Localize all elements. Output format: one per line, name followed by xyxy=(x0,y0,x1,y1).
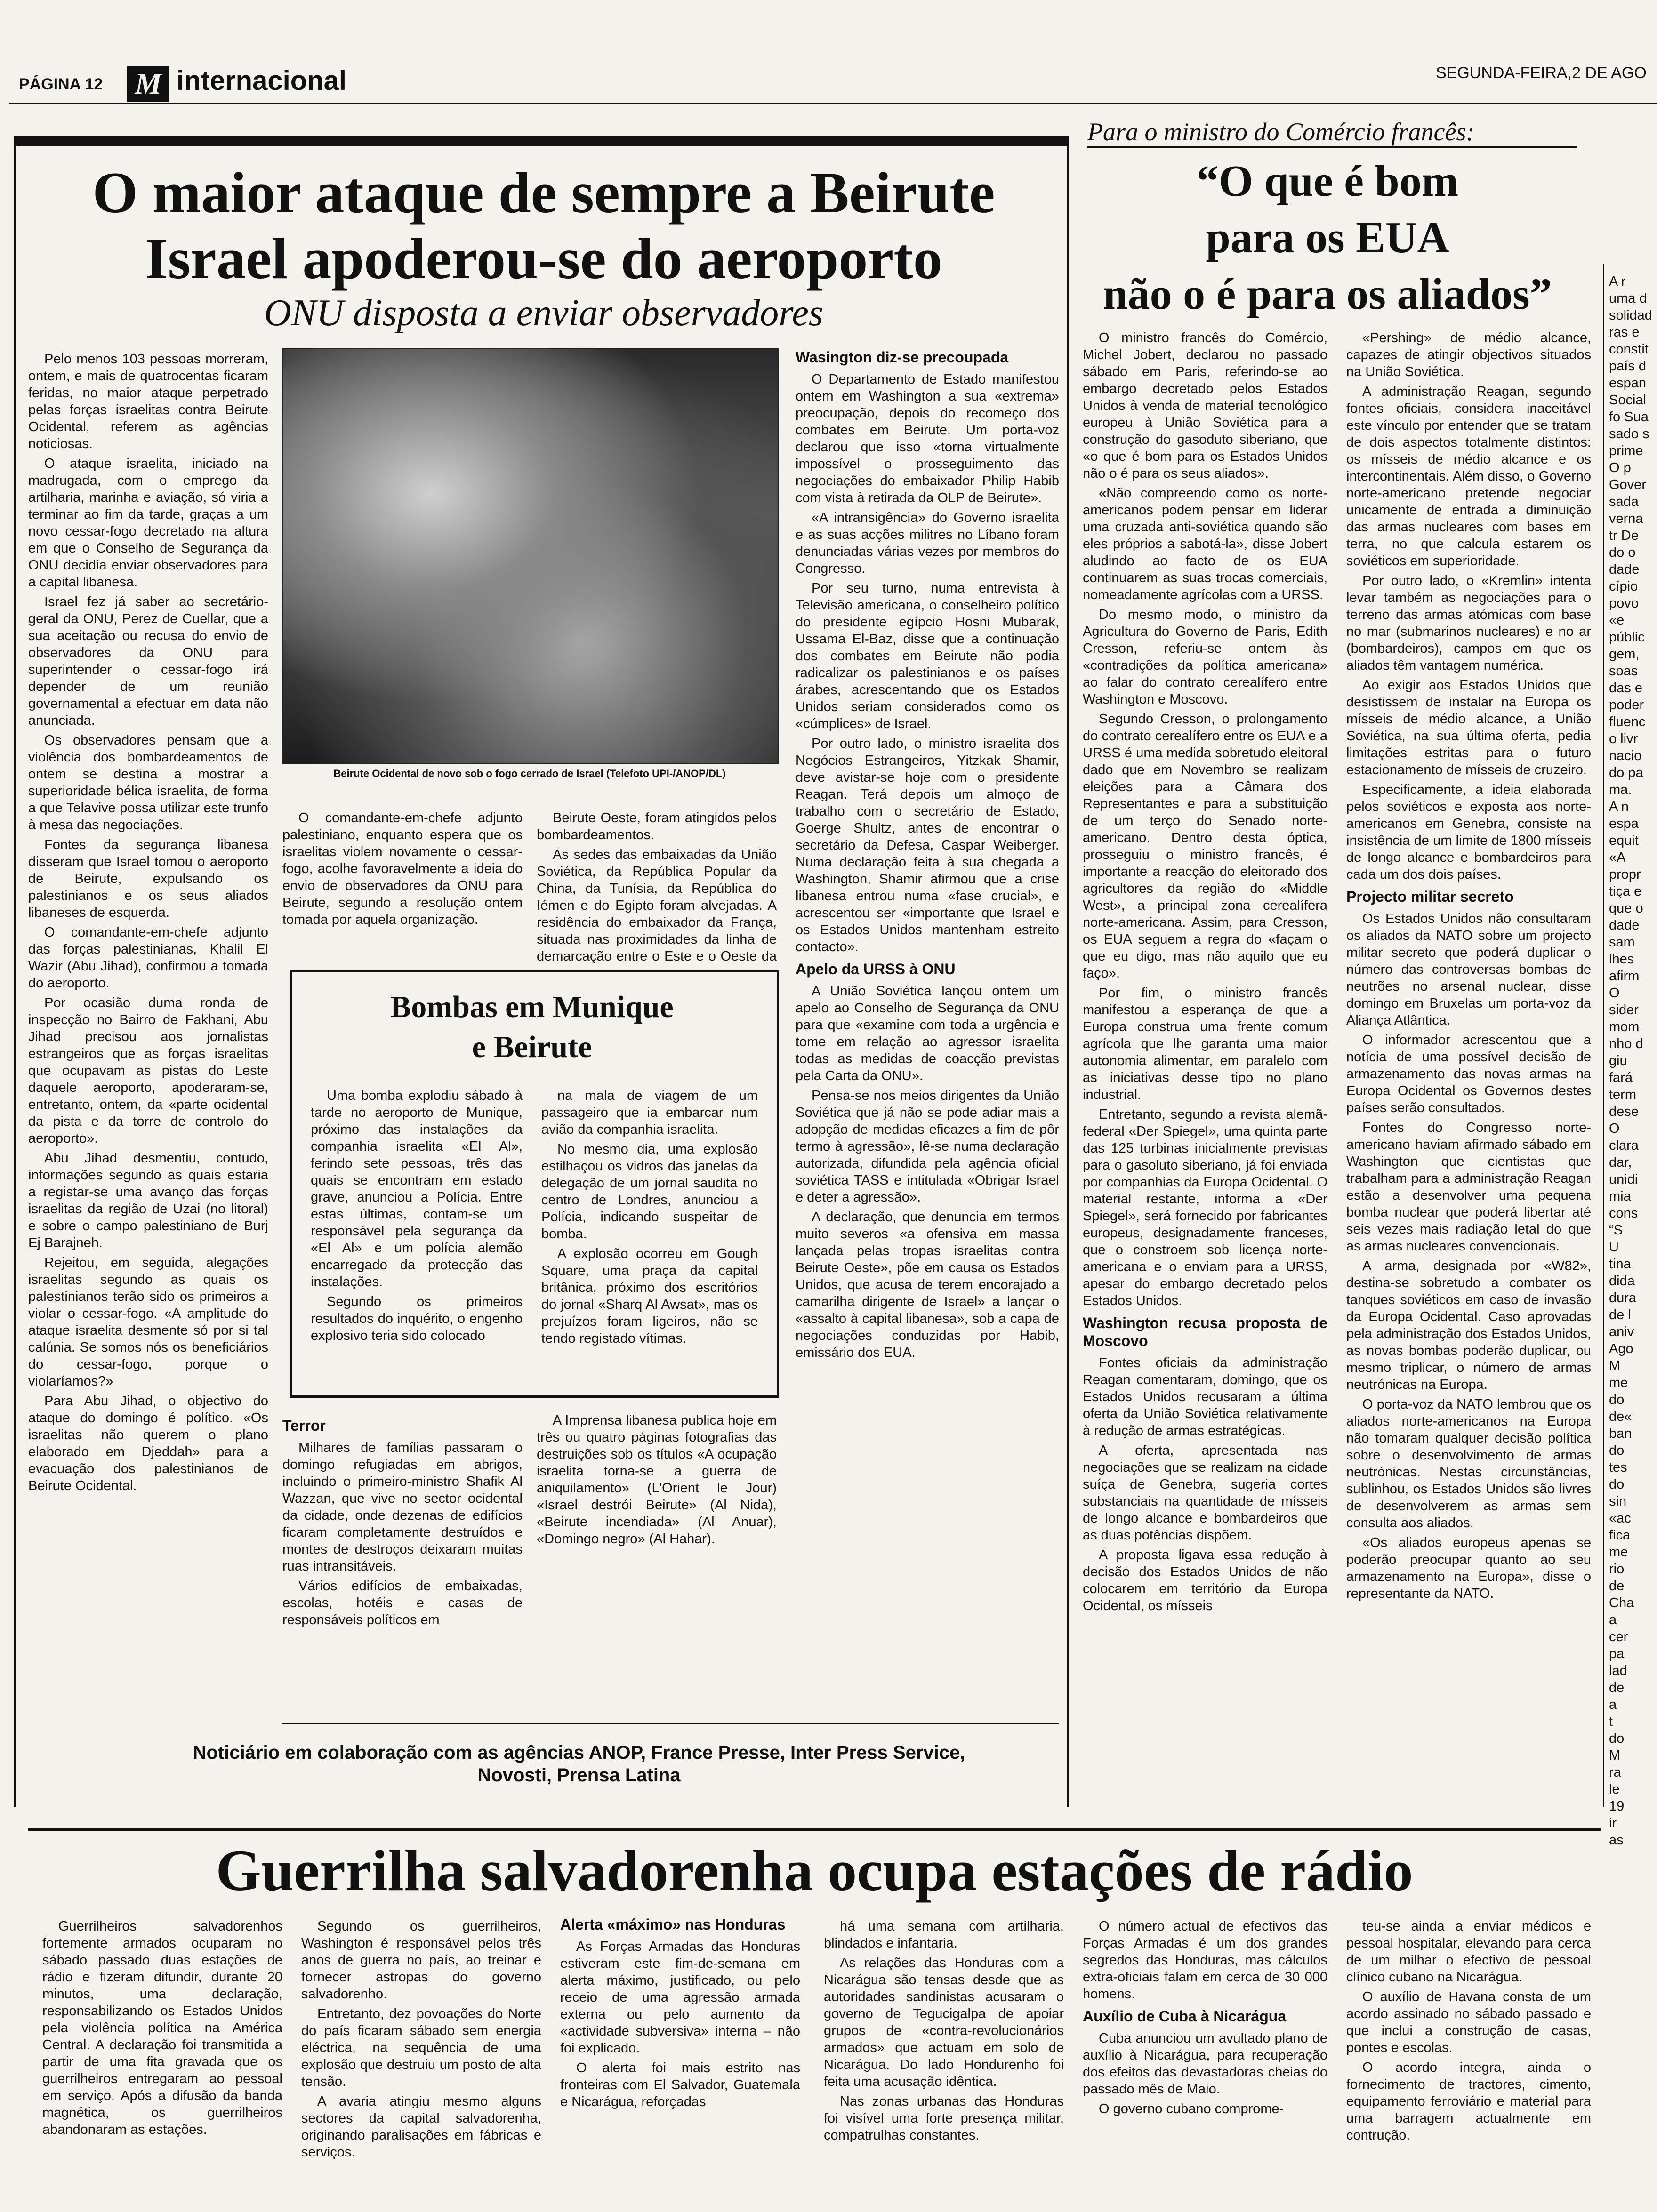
paragraph: Israel fez já saber ao secretário-geral da ONU, Perez de Cuellar, que a sua aceitação ou recusa do envio de observadores da ONU para superintender o cessar-fogo irá depender de um reunião governamental a efectuar em data não anunciada. xyxy=(28,594,268,728)
paragraph: Por fim, o ministro francês manifestou a esperança de que a Europa construa uma frente comum agrícola que lhe garanta uma maior autonomia alimentar, em paralelo com as iniciativas desse tipo no plano industrial. xyxy=(1083,986,1327,1102)
edge-fragment: dida xyxy=(1609,1274,1635,1289)
france-kicker: Para o ministro do Comércio francês: xyxy=(1087,118,1577,148)
edge-fragment: O p xyxy=(1609,460,1631,475)
edge-fragment: O xyxy=(1609,986,1620,1001)
paragraph: A declaração, que denuncia em termos muito severos «a ofensiva em massa lançada pelas tropas israelitas contra Beirute Oeste», põe em causa os Estados Unidos, que acusa de terem encorajado a camarilha dirigente de Israel» a lançar o «assalto à capital libanesa», sob a capa de negociações conduzidas por Habib, emissário dos EUA. xyxy=(796,1210,1059,1360)
edge-fragment: A n xyxy=(1609,799,1629,814)
edge-fragment: M xyxy=(1609,1748,1621,1763)
paragraph: O Departamento de Estado manifestou ontem em Washington a sua «extrema» preocupação, depois do recomeço dos combates em Beirute. Um porta-voz declarou que isso «torna virtualmente impossível o prosseguimento das negociações do embaixador Philip Habib com vista à retirada da OLP de Beirute». xyxy=(796,372,1059,505)
edge-fragment: Cha xyxy=(1609,1595,1634,1611)
salvador-headline: Guerrilha salvadorenha ocupa estações de rádio xyxy=(216,1838,1413,1903)
paragraph: As sedes das embaixadas da União Soviética, da República Popular da China, da Tunísia, da República do Iémen e do Egipto foram alvejadas. A residência do embaixador da França, situada nas proximidades da linha de demarcação entre o Este e o Oeste da xyxy=(537,847,777,964)
cuba-subhead: Auxílio de Cuba à Nicarágua xyxy=(1083,2008,1287,2025)
urss-subhead: Apelo da URSS à ONU xyxy=(796,961,956,978)
edge-fragment: cípio xyxy=(1609,579,1638,594)
newspaper-logo: M xyxy=(127,66,169,102)
paragraph: O acordo integra, ainda o fornecimento de tractores, cimento, equipamento ferroviário e material para uma barragem actualmente em contrução. xyxy=(1346,2060,1591,2143)
edge-fragment: gem, xyxy=(1609,647,1640,662)
paragraph: «Não compreendo como os norte-americanos podem pensar em liderar uma cruzada anti-soviética quando são eles próprios a sabotá-la», disse Jobert aludindo ao facto de os EUA continuarem as suas trocas comerciais, nomeadamente agrícolas com a URSS. xyxy=(1083,486,1327,602)
edge-fragment: a xyxy=(1609,1612,1617,1627)
beirut-top-rule xyxy=(14,136,1069,146)
edge-fragment: constit xyxy=(1609,342,1649,357)
paragraph: O auxílio de Havana consta de um acordo assinado no sábado passado e que inclui a construção de casas, pontes e escolas. xyxy=(1346,1989,1591,2055)
edge-fragment: verna xyxy=(1609,511,1643,526)
edge-fragment: me xyxy=(1609,1375,1628,1390)
edge-fragment: U xyxy=(1609,1240,1619,1255)
edge-fragment: dese xyxy=(1609,1104,1639,1119)
edge-fragment: ra xyxy=(1609,1765,1621,1780)
paragraph: A explosão ocorreu em Gough Square, uma praça da capital britânica, próximo dos escritórios do jornal «Sharq Al Awsat», mas os prejuízos foram ligeiros, não se tendo registado vítimas. xyxy=(541,1246,758,1346)
edge-fragment: term xyxy=(1609,1087,1636,1102)
paragraph: Entretanto, segundo a revista alemã-federal «Der Spiegel», uma quinta parte das 125 turbinas inicialmente previstas para o gasoluto siberiano, já foi enviada por companhias da Europa Ocidental. O material restante, informa a «Der Spiegel», será fornecido por fabricantes europeus, designadamente franceses, que o constroem sob licença norte-americana e o enviam para a URSS, apesar do embargo decretado pelos Estados Unidos. xyxy=(1083,1107,1327,1308)
edge-fragment: Social xyxy=(1609,393,1646,408)
edge-fragment: me xyxy=(1609,1545,1628,1560)
paragraph: Segundo os guerrilheiros, Washington é responsável pelos três anos de guerra no país, ao treinar e fornecer astropas do governo salvadorenho. xyxy=(301,1919,541,2002)
beirut-headline-1: O maior ataque de sempre a Beirute xyxy=(92,160,995,225)
edge-fragment: equit xyxy=(1609,833,1639,848)
edge-fragment: afirm xyxy=(1609,969,1640,984)
recusa-subhead: Washington recusa proposta de Moscovo xyxy=(1083,1314,1327,1349)
salvador-top-rule xyxy=(28,1828,1601,1831)
beirut-column-2 xyxy=(282,809,523,965)
paragraph: O porta-voz da NATO lembrou que os aliados norte-americanos na Europa não tomaram qualquer decisão política sobre o desenvolvimento de armas neutrónicas. Nestas circunstâncias, sublinhou, os Estados Unidos são livres de desenvolverem as armas sem consulta aos aliados. xyxy=(1346,1397,1591,1531)
paragraph: Segundo Cresson, o prolongamento do contrato cerealífero entre os EUA e a URSS é uma medida sobretudo eleitoral dado que em Novembro se realizam eleições para a Câmara dos Representantes e para a substituição de um terço do Senado norte-americano. Dentro desta óptica, prosseguiu o ministro francês, é importante a reacção do eleitorado dos agricultores da região do «Middle West», a principal zona cerealífera norte-americana. Assim, para Cresson, os EUA seguem a regra do «façam o que eu digo, mas não aquilo que eu faço». xyxy=(1083,712,1327,981)
paragraph: A arma, designada por «W82», destina-se sobretudo a combater os tanques soviéticos em caso de invasão da Europa Ocidental. Caso aprovadas pela administração dos Estados Unidos, as novas bombas poderão duplicar, ou mesmo triplicar, o número de armas neutrónicas na Europa. xyxy=(1346,1258,1591,1392)
edge-fragment: A r xyxy=(1609,274,1626,289)
paragraph: O ministro francês do Comércio, Michel Jobert, declarou no passado sábado em Paris, referindo-se ao embargo decretado pelos Estados Unidos à venda de material tecnológico europeu à União Soviética para a construção do gasoduto siberiano, que «o que é bom para os Estados Unidos não o é para os seus aliados». xyxy=(1083,330,1327,481)
paragraph: As Forças Armadas das Honduras estiveram este fim-de-semana em alerta máximo, justificado, ou pelo receio de uma agressão armada externa ou pelo aumento da «actividade subversiva» interna – não foi explicado. xyxy=(560,1939,800,2056)
edge-fragment: do pa xyxy=(1609,765,1643,780)
photo-caption: Beirute Ocidental de novo sob o fogo cerrado de Israel (Telefoto UPI-/ANOP/DL) xyxy=(333,768,726,779)
edge-fragment: de« xyxy=(1609,1409,1632,1424)
terror-column-1 xyxy=(282,1412,523,1708)
edge-fragment: ban xyxy=(1609,1426,1632,1441)
washington-subhead: Wasington diz-se precoupada xyxy=(796,349,1009,366)
edge-fragment: do xyxy=(1609,1443,1625,1458)
paragraph: Por outro lado, o «Kremlin» intenta levar também as negociações para o terreno das armas atómicas com base no mar (submarinos nucleares) e no ar (bombardeiros), campos em que os aliados têm vantagem numérica. xyxy=(1346,573,1591,673)
paragraph: As relações das Honduras com a Nicarágua são tensas desde que as autoridades sandinistas acusaram o governo de Tegucigalpa de apoiar grupos de «contra-revolucionários armados» que actuam em solo de Nicarágua. Do lado Hondurenho foi feita uma acusação idêntica. xyxy=(824,1956,1064,2089)
edge-fragment: «A xyxy=(1609,850,1626,865)
salvador-column-1 xyxy=(42,1918,282,2200)
edge-fragment: t xyxy=(1609,1714,1613,1729)
edge-fragment: pa xyxy=(1609,1646,1625,1661)
edge-fragment: giu xyxy=(1609,1053,1627,1068)
france-headline-3: não o é para os aliados” xyxy=(1103,270,1552,319)
edge-fragment: nacio xyxy=(1609,748,1642,763)
paragraph: Os observadores pensam que a violência dos bombardeamentos de ontem se destina a mostrar a superioridade bélica israelita, de forma a que Telavive possa utilizar este trunfo à mesa das negociações. xyxy=(28,733,268,833)
paragraph: Fontes oficiais da administração Reagan comentaram, domingo, que os Estados Unidos recusaram a última oferta da União Soviética relativamente à redução de armas estratégicas. xyxy=(1083,1355,1327,1438)
paragraph: Por ocasião duma ronda de inspecção no Bairro de Fakhani, Abu Jihad precisou aos jornalistas estrangeiros que as forças israelitas que ocupavam as pistas do Leste daquele aeroporto, apoderaram-se, entretanto, ontem, da «parte ocidental da pista e da torre de controlo do aeroporto». xyxy=(28,995,268,1146)
france-headline-2: para os EUA xyxy=(1206,213,1449,262)
edge-fragment: país d xyxy=(1609,359,1646,374)
edge-fragment: aniv xyxy=(1609,1324,1634,1339)
beirut-photo xyxy=(282,348,779,764)
edge-fragment: propr xyxy=(1609,867,1641,882)
edge-fragment: sada xyxy=(1609,494,1639,509)
edge-fragment: “S xyxy=(1609,1223,1623,1238)
bombs-title-1: Bombas em Munique xyxy=(390,990,674,1024)
paragraph: No mesmo dia, uma explosão estilhaçou os vidros das janelas da delegação de um jornal saudita no centro de Londres, anunciou a Polícia, indicando suspeitar de bomba. xyxy=(541,1142,758,1242)
edge-fragment: uma d xyxy=(1609,291,1647,306)
paragraph: teu-se ainda a enviar médicos e pessoal hospitalar, elevando para cerca de um milhar o efectivo de pessoal clínico cubano na Nicarágua. xyxy=(1346,1919,1591,1985)
salvador-column-3 xyxy=(560,1911,800,2200)
bombs-column-1 xyxy=(311,1087,523,1384)
paragraph: A União Soviética lançou ontem um apelo ao Conselho de Segurança da ONU para que «examine com toda a urgência e tome em relação ao agressor israelita todas as medidas de coacção previstas pela Carta da ONU». xyxy=(796,984,1059,1083)
paragraph: A oferta, apresentada nas negociações que se realizam na cidade suíça de Genebra, sugeria cortes substanciais na quantidade de mísseis de longo alcance e bombardeiros que as duas potências dispõem. xyxy=(1083,1443,1327,1543)
paragraph: O comandante-em-chefe adjunto palestiniano, enquanto espera que os israelitas violem novamente o cessar-fogo, acolhe favoravelmente a ideia do envio de observadores da ONU para Beirute, segundo a resolução ontem tomada por aquela organização. xyxy=(282,810,523,927)
bombs-title-2: e Beirute xyxy=(472,1030,592,1064)
edge-fragment: cons xyxy=(1609,1206,1638,1221)
section-title: internacional xyxy=(177,65,346,96)
page-number: PÁGINA 12 xyxy=(19,75,103,93)
beirut-left-rule xyxy=(14,141,16,1807)
paragraph: Entretanto, dez povoações do Norte do país ficaram sábado sem energia eléctrica, na sequência de uma explosão que destruiu um posto de alta tensão. xyxy=(301,2006,541,2089)
edge-fragment: do xyxy=(1609,1477,1625,1492)
paragraph: A proposta ligava essa redução à decisão dos Estados Unidos de não colocarem em território da Europa Ocidental, os mísseis xyxy=(1083,1547,1327,1613)
paragraph: O informador acrescentou que a notícia de uma possível decisão de armazenamento das novas armas na Europa Ocidental os Governos destes países serão consultados. xyxy=(1346,1033,1591,1115)
edge-fragment: solidad xyxy=(1609,308,1652,323)
beirut-column-1 xyxy=(28,351,268,1805)
edge-fragment: das e xyxy=(1609,681,1642,696)
paragraph: Milhares de famílias passaram o domingo refugiadas em abrigos, incluindo o primeiro-ministro Shafik Al Wazzan, que vive no sector ocidental da cidade, onde dezenas de edifícios ficaram completamente destruídos e montes de destroços deixaram muitas ruas intransitáveis. xyxy=(282,1440,523,1574)
edge-fragment: lhes xyxy=(1609,952,1634,967)
edge-fragment: fará xyxy=(1609,1070,1633,1085)
edge-fragment: clara xyxy=(1609,1138,1639,1153)
edge-fragment: 19 xyxy=(1609,1799,1625,1814)
beirut-bottom-rule xyxy=(282,1723,1059,1724)
paragraph: «Os aliados europeus apenas se poderão preocupar quanto ao seu armazenamento na Europa», disse o representante da NATO. xyxy=(1346,1535,1591,1601)
edge-fragment: fluenc xyxy=(1609,714,1646,729)
edge-fragment: unidi xyxy=(1609,1172,1638,1187)
paragraph: há uma semana com artilharia, blindados e infantaria. xyxy=(824,1919,1064,1951)
beirut-column-3 xyxy=(537,809,777,965)
edge-fragment: fo Sua xyxy=(1609,409,1649,425)
edge-fragment: sado s xyxy=(1609,426,1649,441)
edge-fragment: tiça e xyxy=(1609,884,1642,899)
bombs-column-2 xyxy=(541,1087,758,1384)
edge-fragment: soas xyxy=(1609,664,1638,679)
edge-fragment: do xyxy=(1609,1731,1625,1746)
paragraph: Rejeitou, em seguida, alegações israelitas segundo as quais os palestinianos terão sido os primeiros a violar o cessar-fogo. «A amplitude do ataque israelita desmente só por si tal calúnia. Se somos nós os beneficiários do cessar-fogo, porque o violaríamos?» xyxy=(28,1255,268,1389)
paragraph: Fontes da segurança libanesa disseram que Israel tomou o aeroporto de Beirute, expulsando os palestinianos e os seus aliados libaneses de esquerda. xyxy=(28,837,268,920)
edge-fragment: ir xyxy=(1609,1816,1617,1831)
salvador-column-2 xyxy=(301,1918,541,2200)
edge-fragment: mia xyxy=(1609,1189,1631,1204)
terror-subhead: Terror xyxy=(282,1417,326,1434)
paragraph: O número actual de efectivos das Forças Armadas é um dos grandes segredos das Honduras, mas cálculos extra-oficiais falam em cerca de 30 000 homens. xyxy=(1083,1919,1327,2002)
paragraph: Abu Jihad desmentiu, contudo, informações segundo as quais estaria a registar-se uma avanço das forças israelitas da região de Uzai (no litoral) e sobre o campo palestiniano de Burj Ej Barajneh. xyxy=(28,1151,268,1250)
edge-fragment: tina xyxy=(1609,1257,1631,1272)
paragraph: O governo cubano comprome- xyxy=(1099,2101,1284,2116)
edge-fragment: M xyxy=(1609,1358,1621,1373)
paragraph: Pensa-se nos meios dirigentes da União Soviética que já não se pode adiar mais a adopção de medidas eficazes a fim de pôr termo à agressão», lê-se numa declaração autorizada, difundida pela agência oficial soviética TASS e intitulada «Obrigar Israel e deter a agressão». xyxy=(796,1088,1059,1205)
column-divider xyxy=(1067,141,1069,1807)
edge-fragment: de xyxy=(1609,1579,1625,1594)
paragraph: O alerta foi mais estrito nas fronteiras com El Salvador, Guatemala e Nicarágua, reforçadas xyxy=(560,2060,800,2109)
edge-fragment: poder xyxy=(1609,697,1644,713)
agency-credit: Noticiário em colaboração com as agências ANOP, France Presse, Inter Press Service, Novosti, Prensa Latina xyxy=(193,1742,965,1786)
paragraph: Vários edifícios de embaixadas, escolas, hotéis e casas de responsáveis políticos em xyxy=(282,1579,523,1627)
edge-fragment: lad xyxy=(1609,1663,1627,1678)
paragraph: «Pershing» de médio alcance, capazes de atingir objectivos situados na União Soviética. xyxy=(1346,330,1591,379)
edge-fragment: «ac xyxy=(1609,1511,1631,1526)
edge-fragment: cer xyxy=(1609,1629,1628,1644)
salvador-column-6 xyxy=(1346,1918,1591,2200)
edge-fragment: espan xyxy=(1609,376,1647,391)
paragraph: Especificamente, a ideia elaborada pelos soviéticos e exposta aos norte-americanos em Genebra, consiste na insistência de um limite de 1800 mísseis de longo alcance e bombardeiros para cada um dos dois países. xyxy=(1346,782,1591,882)
edge-fragment: ras e xyxy=(1609,325,1640,340)
paragraph: na mala de viagem de um passageiro que ia embarcar num avião da companhia israelita. xyxy=(541,1088,758,1137)
edge-fragment: do o xyxy=(1609,545,1636,560)
paragraph: A avaria atingiu mesmo alguns sectores da capital salvadorenha, originando paralisações em fábricas e serviços. xyxy=(301,2094,541,2160)
edge-fragment: do xyxy=(1609,1392,1625,1407)
paragraph: Do mesmo modo, o ministro da Agricultura do Governo de Paris, Edith Cresson, referiu-se ontem às «contradições da política americana» ao falar do contrato cerealífero entre Washington e Moscovo. xyxy=(1083,607,1327,707)
secret-subhead: Projecto militar secreto xyxy=(1346,888,1514,905)
france-headline-1: “O que é bom xyxy=(1196,157,1459,206)
alerta-subhead: Alerta «máximo» nas Honduras xyxy=(560,1916,786,1933)
paragraph: Ao exigir aos Estados Unidos que desistissem de instalar na Europa os mísseis de médio alcance, a União Soviética, na sua última oferta, pedia limitações estritas para o futuro estacionamento de mísseis de cruzeiro. xyxy=(1346,678,1591,777)
beirut-subhead: ONU disposta a enviar observadores xyxy=(264,292,824,334)
edge-fragment: o livr xyxy=(1609,731,1638,746)
paragraph: Por outro lado, o ministro israelita dos Negócios Estrangeiros, Yitzkak Shamir, deve avistar-se hoje com o presidente Reagan. Terá depois um almoço de trabalho com o secretário de Estado, Goerge Shultz, antes de encontrar o secretário da Defesa, Caspar Weiberger. Numa declaração feita à sua chegada a Washington, Shamir afirmou que a crise libanesa entrou numa «fase crucial», e acrescentou ser «importante que Israel e os Estados Unidos mantenham estreito contacto». xyxy=(796,736,1059,954)
paragraph: Segundo os primeiros resultados do inquérito, o engenho explosivo teria sido colocado xyxy=(311,1294,523,1343)
edge-fragment: de xyxy=(1609,1680,1625,1695)
paragraph: O ataque israelita, iniciado na madrugada, com o emprego da artilharia, marinha e aviação, só viria a terminar ao fim da tarde, graças a um novo cessar-fogo decretado na altura em que o Conselho de Segurança da ONU decidia enviar observadores para a capital libanesa. xyxy=(28,456,268,590)
edge-fragment: dar, xyxy=(1609,1155,1632,1170)
paragraph: Para Abu Jihad, o objectivo do ataque do domingo é político. «Os israelitas não querem o plano elaborado em Djeddah» para a evacuação dos palestinianos de Beirute Ocidental. xyxy=(28,1394,268,1493)
paragraph: Guerrilheiros salvadorenhos fortemente armados ocuparam no sábado passado duas estações de rádio e fizeram difundir, durante 20 minutos, uma declaração, responsabilizando os Estados Unidos pela violência política na América Central. A declaração foi transmitida a partir de uma fita gravada que os guerrilheiros entregaram ao pessoal em serviço. Após a difusão da banda magnética, os guerrilheiros abandonaram as estações. xyxy=(42,1919,282,2137)
edge-fragment: O xyxy=(1609,1121,1620,1136)
salvador-column-4 xyxy=(824,1918,1064,2200)
edge-fragment: sin xyxy=(1609,1494,1627,1509)
edge-fragment: dade xyxy=(1609,562,1640,577)
edge-fragment: sider xyxy=(1609,1002,1639,1018)
edge-fragment: tr De xyxy=(1609,528,1639,543)
salvador-column-5 xyxy=(1083,1918,1327,2200)
edge-fragment: dura xyxy=(1609,1290,1637,1306)
edge-fragment: tes xyxy=(1609,1460,1627,1475)
edge-fragment: de l xyxy=(1609,1307,1631,1322)
paragraph: O comandante-em-chefe adjunto das forças palestinianas, Khalil El Wazir (Abu Jihad), confirmou a tomada do aeroporto. xyxy=(28,925,268,991)
edge-fragment: públic xyxy=(1609,630,1645,645)
france-column-1 xyxy=(1083,329,1327,1798)
edge-fragment: prime xyxy=(1609,443,1643,458)
edge-fragment: a xyxy=(1609,1697,1617,1712)
edge-fragment: as xyxy=(1609,1833,1624,1848)
edge-fragment: rio xyxy=(1609,1562,1625,1577)
paragraph: Uma bomba explodiu sábado à tarde no aeroporto de Munique, próximo das instalações da companhia israelita «El Al», ferindo sete pessoas, três das quais se encontram em estado grave, anunciou a Polícia. Entre estas últimas, contam-se um responsável pela segurança da «El Al» e um polícia alemão encarregado da protecção das instalações. xyxy=(311,1088,523,1290)
edge-fragment: le xyxy=(1609,1782,1620,1797)
paragraph: «A intransigência» do Governo israelita e as suas acções militres no Líbano foram denunciadas várias vezes por membros do Congresso. xyxy=(796,510,1059,576)
edge-fragment: «e xyxy=(1609,613,1625,628)
edge-fragment: mom xyxy=(1609,1019,1640,1034)
terror-column-2 xyxy=(537,1412,777,1708)
paragraph: Cuba anunciou um avultado plano de auxílio à Nicarágua, para recuperação dos efeitos das devastadoras cheias do passado mês de Maio. xyxy=(1083,2031,1327,2097)
paragraph: Por seu turno, numa entrevista à Televisão americana, o conselheiro político do presidente egípcio Hosni Mubarak, Ussama El-Baz, disse que a continuação dos combates em Beirute não podia radicalizar os palestinianos e os países árabes, acrescentando que os Estados Unidos seriam considerados como os «cúmplices» de Israel. xyxy=(796,581,1059,731)
france-column-2 xyxy=(1346,329,1591,1798)
edge-fragment: Ago xyxy=(1609,1341,1633,1356)
masthead-rule xyxy=(9,103,1657,104)
edge-fragment: espa xyxy=(1609,816,1639,831)
edge-fragment: dade xyxy=(1609,918,1640,933)
beirut-headline-2: Israel apoderou-se do aeroporto xyxy=(145,226,942,291)
paragraph: Nas zonas urbanas das Honduras foi visível uma forte presença militar, compatrulhas constantes. xyxy=(824,2094,1064,2143)
edge-fragment-column xyxy=(1609,273,1656,2184)
paragraph: Os Estados Unidos não consultaram os aliados da NATO sobre um projecto militar secreto que poderá duplicar o número das controversas bombas de neutrões no arsenal nuclear, disse domingo em Bruxelas um porta-voz da Aliança Atlântica. xyxy=(1346,911,1591,1028)
edge-divider xyxy=(1603,264,1604,1807)
paragraph: Fontes do Congresso norte-americano haviam afirmado sábado em Washington que cientistas que trabalham para a administração Reagan estão a desenvolver uma pequena bomba nuclear que poderá libertar até seis vezes mais radiação letal do que as armas nucleares convencionais. xyxy=(1346,1120,1591,1254)
edge-fragment: sam xyxy=(1609,935,1635,950)
beirut-column-4 xyxy=(796,344,1059,1708)
edge-fragment: ma. xyxy=(1609,782,1632,797)
paragraph: A administração Reagan, segundo fontes oficiais, considera inaceitável este vínculo por entender que se tratam de dois aspectos totalmente distintos: os mísseis de médio alcance e os intercontinentais. Além disso, o Governo norte-americano pretende negociar unicamente de entrada a diminuição das armas nucleares com bases em terra, no que calcula estarem os soviéticos em superioridade. xyxy=(1346,384,1591,569)
edge-fragment: Gover xyxy=(1609,477,1646,492)
issue-date: SEGUNDA-FEIRA,2 DE AGO xyxy=(1436,64,1647,82)
edge-fragment: nho d xyxy=(1609,1036,1643,1051)
edge-fragment: povo xyxy=(1609,596,1639,611)
edge-fragment: fica xyxy=(1609,1528,1631,1543)
paragraph: A Imprensa libanesa publica hoje em três ou quatro páginas fotografias das destruições sob os títulos «A ocupação israelita torna-se a guerra de aniquilamento» (L'Orient le Jour) «Israel destrói Beirute» (Al Nida), «Beirute incendiada» (Al Anuar), «Domingo negro» (Al Hahar). xyxy=(537,1413,777,1547)
edge-fragment: que o xyxy=(1609,901,1643,916)
paragraph: Pelo menos 103 pessoas morreram, ontem, e mais de quatrocentas ficaram feridas, no maior ataque perpetrado pelas forças israelitas contra Beirute Ocidental, referem as agências noticiosas. xyxy=(28,352,268,451)
paragraph: Beirute Oeste, foram atingidos pelos bombardeamentos. xyxy=(537,810,777,842)
